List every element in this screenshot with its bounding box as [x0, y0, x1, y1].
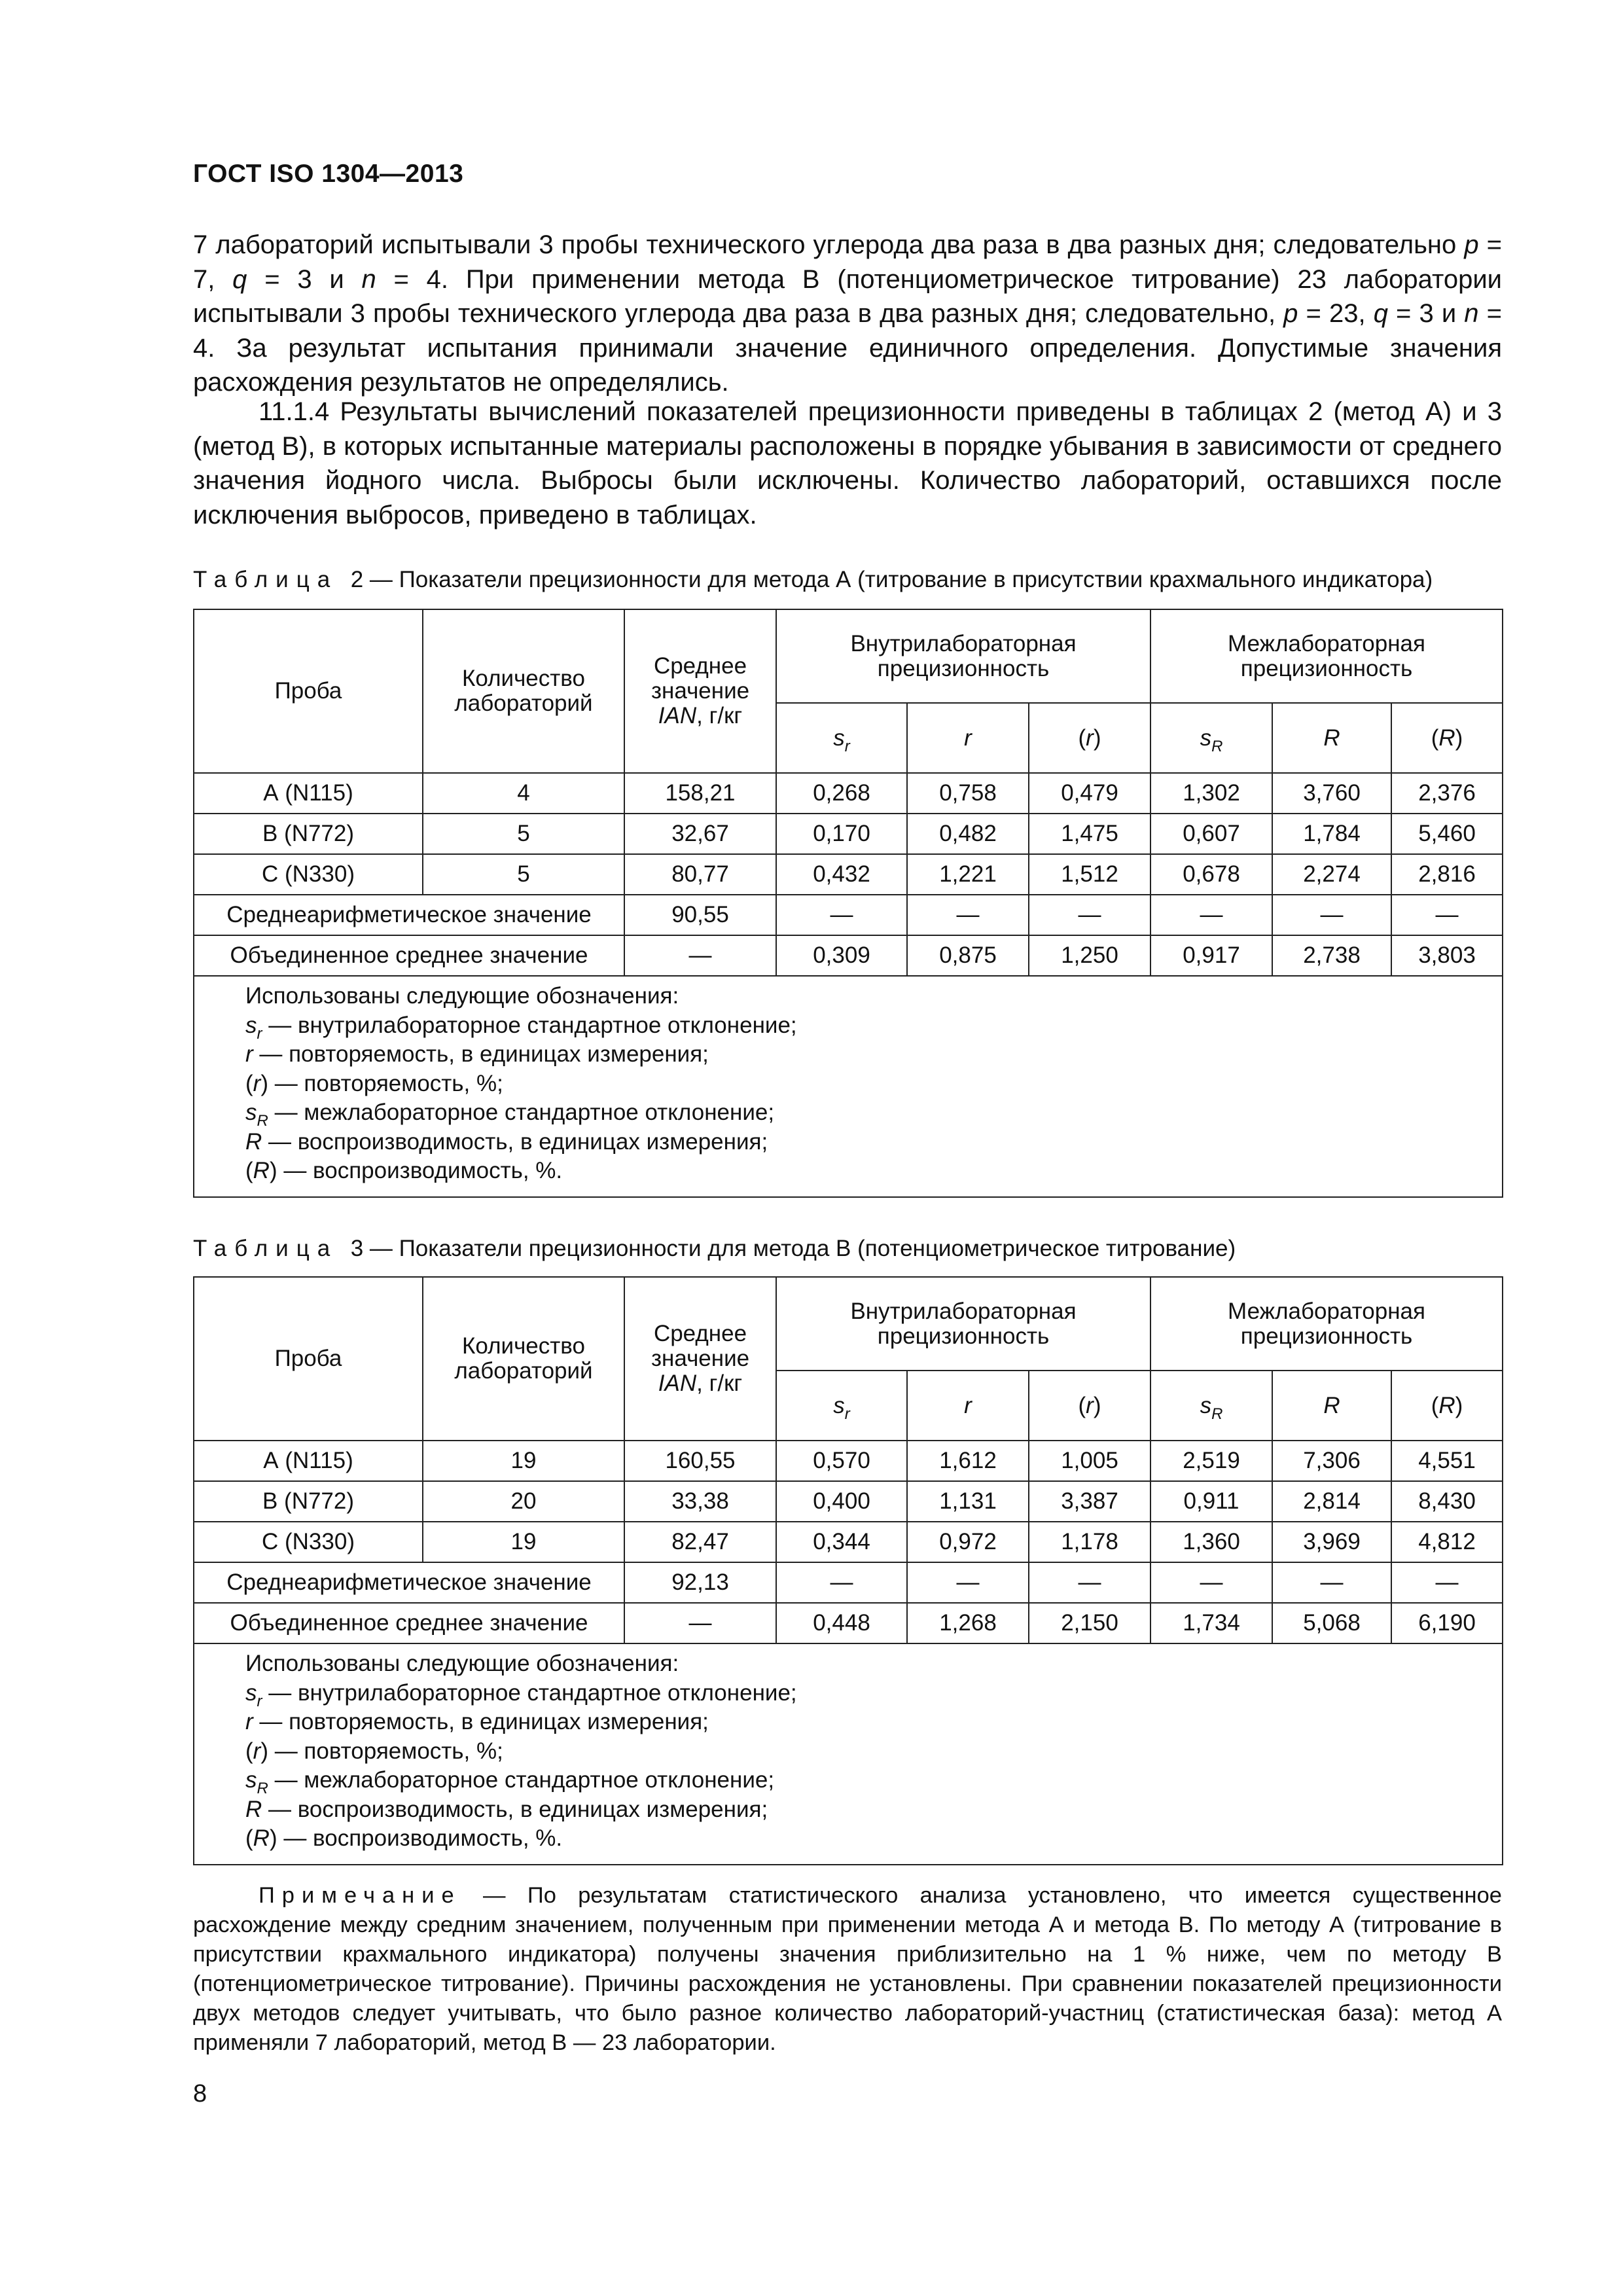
table-cell: В (N772): [194, 814, 423, 854]
col-header-r: r: [907, 703, 1029, 773]
table-cell: 1,005: [1029, 1441, 1150, 1481]
table-cell: 33,38: [624, 1481, 776, 1522]
col-header-sR: $s_R$: [1150, 703, 1272, 773]
precision-table-method-b: [193, 1276, 1503, 1865]
table-cell: 5,068: [1272, 1603, 1391, 1643]
table-cell: 2,816: [1391, 854, 1503, 895]
table-cell: 0,678: [1150, 854, 1272, 895]
table-cell: 1,131: [907, 1481, 1029, 1522]
table-cell: 3,760: [1272, 773, 1391, 814]
table-cell: 32,67: [624, 814, 776, 854]
table-cell: 4,551: [1391, 1441, 1503, 1481]
table-cell: 1,250: [1029, 935, 1150, 976]
table-cell: 1,475: [1029, 814, 1150, 854]
document-header: ГОСТ ISO 1304—2013: [193, 160, 464, 188]
table-cell: 6,190: [1391, 1603, 1503, 1643]
precision-table-method-a: [193, 609, 1503, 1198]
table-row-arith: [194, 1562, 1503, 1603]
col-header-R: R: [1272, 703, 1391, 773]
col-header-R-percent: (R): [1391, 1371, 1503, 1441]
table-row: [194, 1481, 1503, 1522]
notation-legend: Использованы следующие обозначения: $s_r$ — внутрилабораторное стандартное отклонение; r — повторяемость, в единицах измерения; (r) — повторяемость, %; $s_R$ — межлабораторное стандартное отклонение; R — воспроизводимость, в единицах измерения; (R) — воспроизводимость, %.: [194, 1643, 1503, 1865]
col-header-sr: $s_r$: [776, 703, 907, 773]
col-header-sr: $s_r$: [776, 1371, 907, 1441]
table-cell: 0,972: [907, 1522, 1029, 1562]
table-2-caption: Таблица 2 — Показатели прецизионности для метода А (титрование в присутствии крахмального индикатора): [193, 567, 1433, 592]
table-cell: 5: [423, 814, 624, 854]
table-cell: 1,221: [907, 854, 1029, 895]
col-header-R-percent: (R): [1391, 703, 1503, 773]
table-cell: 0,758: [907, 773, 1029, 814]
table-cell: —: [907, 895, 1029, 935]
table-cell: 1,268: [907, 1603, 1029, 1643]
table-cell: 0,432: [776, 854, 907, 895]
table-cell: 3,969: [1272, 1522, 1391, 1562]
table-row: [194, 814, 1503, 854]
col-header-sample: Проба: [194, 1277, 423, 1441]
notation-legend: Использованы следующие обозначения: $s_r$ — внутрилабораторное стандартное отклонение; r — повторяемость, в единицах измерения; (r) — повторяемость, %; $s_R$ — межлабораторное стандартное отклонение; R — воспроизводимость, в единицах измерения; (R) — воспроизводимость, %.: [194, 976, 1503, 1197]
table-cell: 1,784: [1272, 814, 1391, 854]
col-header-sample: Проба: [194, 609, 423, 773]
table-cell: 0,448: [776, 1603, 907, 1643]
col-header-sR: $s_R$: [1150, 1371, 1272, 1441]
table-row: [194, 1441, 1503, 1481]
table-row-arith: [194, 895, 1503, 935]
page-number: 8: [193, 2080, 207, 2108]
table-cell: 0,268: [776, 773, 907, 814]
col-header-R: R: [1272, 1371, 1391, 1441]
table-cell: 1,512: [1029, 854, 1150, 895]
table-cell: 0,607: [1150, 814, 1272, 854]
col-header-r-percent: (r): [1029, 703, 1150, 773]
col-header-between-lab: Межлабораторная прецизионность: [1150, 1277, 1503, 1371]
note-paragraph: Примечание — По результатам статистического анализа установлено, что имеется существенное расхождение между средним значением, полученным при применении метода А и метода В. По методу А (титрование в присутствии крахмального индикатора) получены значения приблизительно на 1 % ниже, чем по методу В (потенциометрическое титрование). Причины расхождения не установлены. При сравнении показателей прецизионности двух методов следует учитывать, что было разное количество лабораторий-участниц (статистическая база): метод А применяли 7 лабораторий, метод В — 23 лаборатории.: [193, 1883, 1502, 2055]
table-cell: 1,360: [1150, 1522, 1272, 1562]
table-cell: 5,460: [1391, 814, 1503, 854]
paragraph-11-1-4: 11.1.4 Результаты вычислений показателей прецизионности приведены в таблицах 2 (метод А) и 3 (метод В), в которых испытанные материалы расположены в порядке убывания в зависимости от среднего значения йодного числа. Выбросы были исключены. Количество лабораторий, оставшихся после исключения выбросов, приведено в таблицах.: [193, 397, 1502, 529]
table-cell: 3,387: [1029, 1481, 1150, 1522]
table-cell: 1,178: [1029, 1522, 1150, 1562]
table-cell: 3,803: [1391, 935, 1503, 976]
table-row: [194, 1522, 1503, 1562]
row-label: Среднеарифметическое значение: [194, 895, 624, 935]
table-cell: 2,814: [1272, 1481, 1391, 1522]
col-header-mean: Среднее значение IAN, г/кг: [624, 609, 776, 773]
table-cell: —: [776, 895, 907, 935]
col-header-r: r: [907, 1371, 1029, 1441]
table-cell: С (N330): [194, 854, 423, 895]
table-cell: 0,917: [1150, 935, 1272, 976]
table-cell: 19: [423, 1522, 624, 1562]
table-cell: 160,55: [624, 1441, 776, 1481]
table-cell: 0,911: [1150, 1481, 1272, 1522]
row-label: Объединенное среднее значение: [194, 1603, 624, 1643]
table-cell: 0,170: [776, 814, 907, 854]
table-cell: —: [1272, 895, 1391, 935]
table-cell: —: [1272, 1562, 1391, 1603]
col-header-within-lab: Внутрилабораторная прецизионность: [776, 1277, 1150, 1371]
table-row: [194, 773, 1503, 814]
row-label: Среднеарифметическое значение: [194, 1562, 624, 1603]
table-cell: 0,875: [907, 935, 1029, 976]
table-cell: 19: [423, 1441, 624, 1481]
table-cell: —: [907, 1562, 1029, 1603]
col-header-labs: Количество лабораторий: [423, 609, 624, 773]
table-cell: 0,344: [776, 1522, 907, 1562]
table-cell: 82,47: [624, 1522, 776, 1562]
col-header-between-lab: Межлабораторная прецизионность: [1150, 609, 1503, 703]
row-label: Объединенное среднее значение: [194, 935, 624, 976]
table-cell: 7,306: [1272, 1441, 1391, 1481]
table-row-pooled: [194, 935, 1503, 976]
table-cell: —: [1150, 895, 1272, 935]
table-cell: 2,519: [1150, 1441, 1272, 1481]
table-cell: 158,21: [624, 773, 776, 814]
table-cell: —: [1150, 1562, 1272, 1603]
table-cell: 0,400: [776, 1481, 907, 1522]
table-cell: 1,612: [907, 1441, 1029, 1481]
table-cell: 92,13: [624, 1562, 776, 1603]
table-cell: С (N330): [194, 1522, 423, 1562]
col-header-labs: Количество лабораторий: [423, 1277, 624, 1441]
table-cell: 20: [423, 1481, 624, 1522]
table-cell: —: [624, 935, 776, 976]
table-cell: 0,482: [907, 814, 1029, 854]
table-row-pooled: [194, 1603, 1503, 1643]
table-cell: 1,302: [1150, 773, 1272, 814]
paragraph-intro: 7 лабораторий испытывали 3 пробы технического углерода два раза в два разных дня; следовательно p = 7, q = 3 и n = 4. При применении метода В (потенциометрическое титрование) 23 лаборатории испытывали 3 пробы технического углерода два раза в два разных дня; следовательно, p = 23, q = 3 и n = 4. За результат испытания принимали значение единичного определения. Допустимые значения расхождения результатов не определялись.: [193, 230, 1503, 397]
table-cell: —: [1391, 895, 1503, 935]
table-cell: 90,55: [624, 895, 776, 935]
table-cell: А (N115): [194, 1441, 423, 1481]
table-cell: 2,376: [1391, 773, 1503, 814]
table-cell: —: [1029, 895, 1150, 935]
col-header-r-percent: (r): [1029, 1371, 1150, 1441]
table-cell: —: [624, 1603, 776, 1643]
table-cell: 0,479: [1029, 773, 1150, 814]
table-cell: 2,274: [1272, 854, 1391, 895]
table-cell: —: [1029, 1562, 1150, 1603]
table-cell: 4,812: [1391, 1522, 1503, 1562]
col-header-within-lab: Внутрилабораторная прецизионность: [776, 609, 1150, 703]
table-cell: 5: [423, 854, 624, 895]
table-cell: 1,734: [1150, 1603, 1272, 1643]
table-cell: В (N772): [194, 1481, 423, 1522]
table-cell: 0,570: [776, 1441, 907, 1481]
table-cell: А (N115): [194, 773, 423, 814]
table-cell: 2,150: [1029, 1603, 1150, 1643]
table-cell: 8,430: [1391, 1481, 1503, 1522]
table-cell: 80,77: [624, 854, 776, 895]
table-cell: 0,309: [776, 935, 907, 976]
table-cell: 4: [423, 773, 624, 814]
table-cell: —: [1391, 1562, 1503, 1603]
table-cell: 2,738: [1272, 935, 1391, 976]
col-header-mean: Среднее значение IAN, г/кг: [624, 1277, 776, 1441]
table-cell: —: [776, 1562, 907, 1603]
table-3-caption: Таблица 3 — Показатели прецизионности для метода В (потенциометрическое титрование): [193, 1236, 1236, 1261]
table-row: [194, 854, 1503, 895]
